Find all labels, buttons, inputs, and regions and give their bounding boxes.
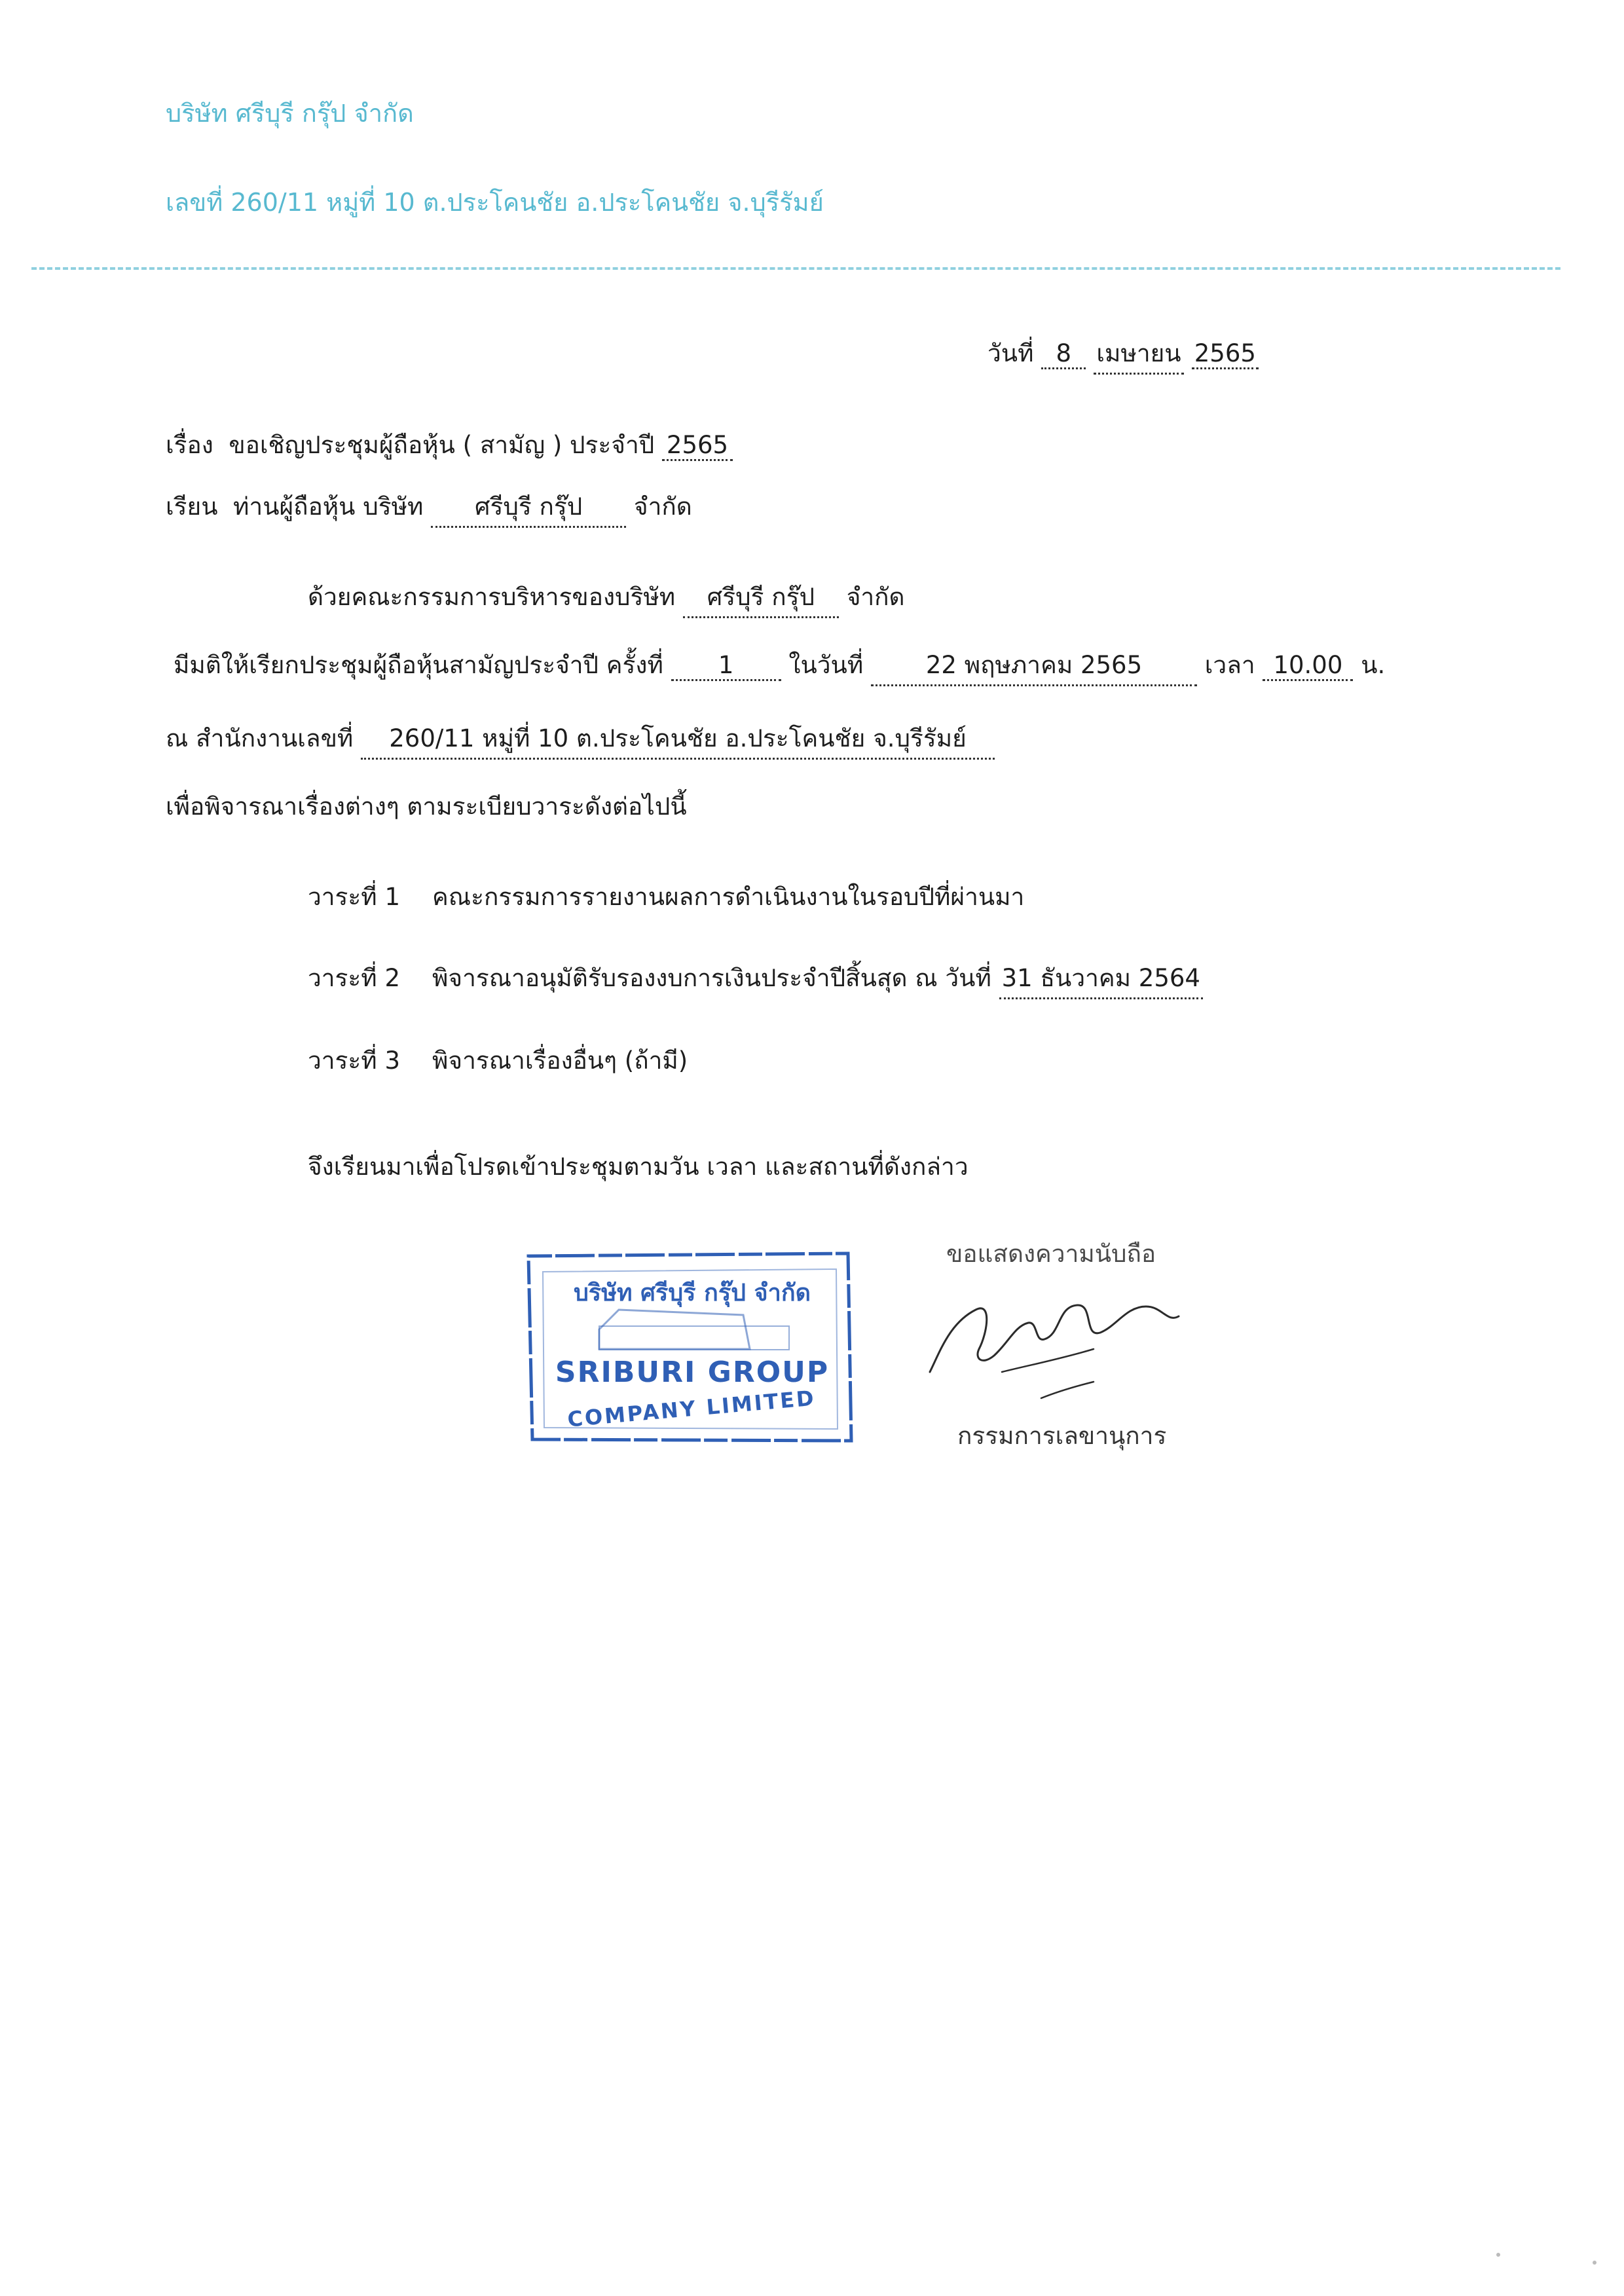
body-paragraph-3	[166, 719, 995, 760]
meeting-number: 1	[671, 651, 781, 681]
p1-suffix: จำกัด	[846, 583, 905, 611]
closing-sentence: จึงเรียนมาเพื่อโปรดเข้าประชุมตามวัน เวลา และสถานที่ดังกล่าว	[308, 1153, 969, 1181]
subject-line	[166, 426, 733, 464]
body-paragraph-4: เพื่อพิจารณาเรื่องต่างๆ ตามระเบียบวาระดังต่อไปนี้	[166, 792, 687, 821]
agenda-date-fill: 31 ธันวาคม 2564	[999, 959, 1203, 999]
subject-year: 2565	[662, 431, 733, 461]
recipient-text: ท่านผู้ถือหุ้น บริษัท	[233, 492, 424, 521]
agenda-label: วาระที่ 3	[308, 1046, 400, 1075]
agenda-item-1	[308, 878, 1024, 916]
stamp-english-line1: SRIBURI GROUP	[555, 1356, 830, 1389]
recipient-company: ศรีบุรี กรุ๊ป	[431, 487, 626, 528]
agenda-text: พิจารณาเรื่องอื่นๆ (ถ้ามี)	[432, 1046, 688, 1075]
body-paragraph-1	[308, 578, 905, 618]
agenda-item-2	[308, 959, 1203, 999]
p2-time-label: เวลา	[1204, 651, 1255, 679]
p3-prefix: ณ สำนักงานเลขที่	[166, 724, 354, 752]
agenda-text: คณะกรรมการรายงานผลการดำเนินงานในรอบปีที่ผ่านมา	[432, 883, 1025, 911]
stamp-thai-name: บริษัท ศรีบุรี กรุ๊ป จำกัด	[573, 1280, 811, 1306]
meeting-address: 260/11 หมู่ที่ 10 ต.ประโคนชัย อ.ประโคนชัย จ.บุรีรัมย์	[361, 719, 995, 760]
agenda-label: วาระที่ 1	[308, 883, 400, 911]
recipient-line	[166, 487, 692, 528]
date-label: วันที่	[987, 339, 1034, 367]
stamp-english-line2: COMPANY LIMITED	[566, 1385, 817, 1432]
recipient-label: เรียน	[166, 492, 218, 521]
letterhead-company-name: บริษัท ศรีบุรี กรุ๊ป จำกัด	[166, 99, 414, 128]
p2-date-label: ในวันที่	[788, 651, 864, 679]
agenda-text: พิจารณาอนุมัติรับรองงบการเงินประจำปีสิ้นสุด ณ วันที่	[432, 964, 991, 992]
meeting-time: 10.00	[1263, 651, 1353, 681]
signature-block	[910, 1234, 1238, 1464]
handwritten-signature	[910, 1261, 1225, 1405]
agenda-label: วาระที่ 2	[308, 964, 400, 992]
p1-prefix: ด้วยคณะกรรมการบริหารของบริษัท	[308, 583, 676, 611]
date-year: 2565	[1192, 339, 1259, 369]
letterhead-address: เลขที่ 260/11 หมู่ที่ 10 ต.ประโคนชัย อ.ประโคนชัย จ.บุรีรัมย์	[166, 188, 824, 217]
date-month: เมษายน	[1094, 334, 1184, 375]
date-day: 8	[1041, 339, 1086, 369]
p2-prefix: มีมติให้เรียกประชุมผู้ถือหุ้นสามัญประจำปี ครั้งที่	[174, 651, 663, 679]
subject-text: ขอเชิญประชุมผู้ถือหุ้น ( สามัญ ) ประจำปี	[229, 431, 655, 459]
subject-label: เรื่อง	[166, 431, 213, 459]
body-paragraph-2	[174, 646, 1385, 686]
agenda-item-3	[308, 1041, 688, 1080]
p2-time-unit: น.	[1361, 651, 1386, 679]
letter-date	[987, 334, 1259, 375]
meeting-date: 22 พฤษภาคม 2565	[871, 646, 1197, 686]
letterhead-divider	[31, 267, 1560, 270]
scan-speck	[1593, 2261, 1596, 2265]
company-stamp	[521, 1244, 861, 1454]
signature-greeting: ขอแสดงความนับถือ	[946, 1240, 1156, 1268]
signature-title: กรรมการเลขานุการ	[957, 1422, 1167, 1450]
recipient-suffix: จำกัด	[633, 492, 692, 521]
p1-company: ศรีบุรี กรุ๊ป	[683, 578, 839, 618]
scan-speck	[1496, 2253, 1500, 2257]
